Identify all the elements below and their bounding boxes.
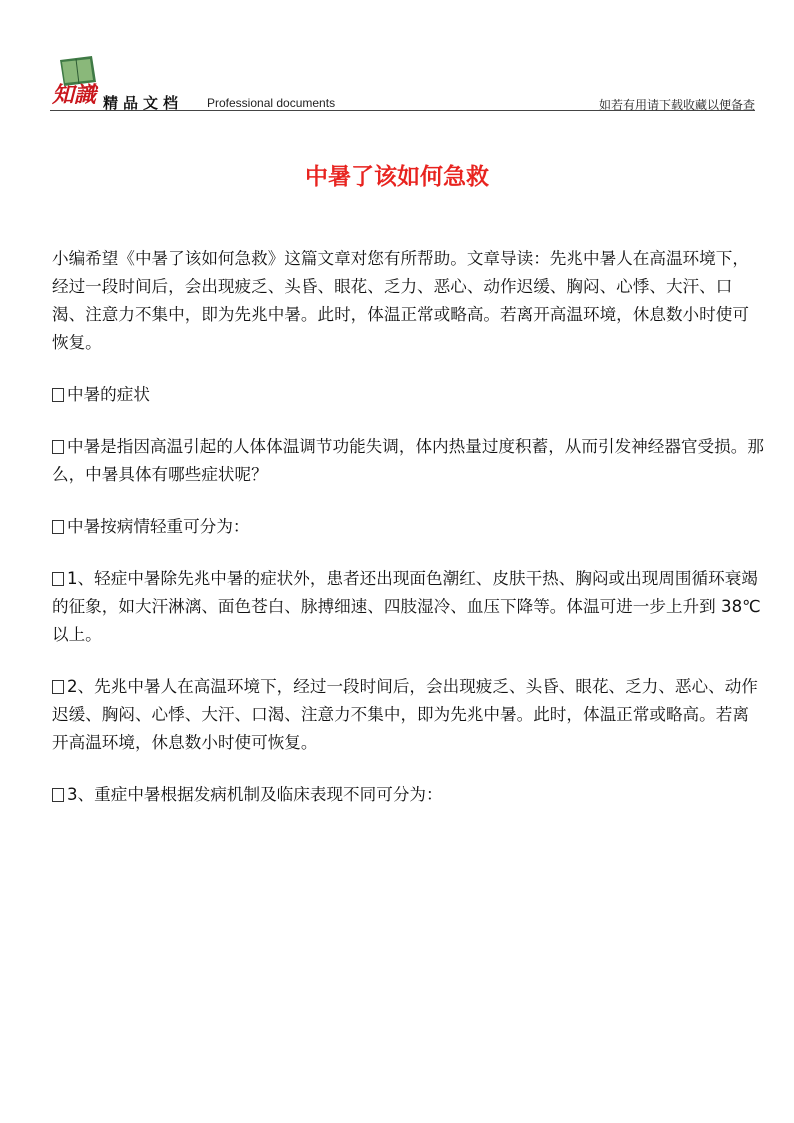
- paragraph-classification: 中暑按病情轻重可分为：: [52, 513, 764, 541]
- checkbox-glyph-icon: [52, 572, 64, 586]
- header-divider: [50, 110, 755, 111]
- brand-label: 精品文档: [103, 94, 184, 112]
- checkbox-glyph-icon: [52, 440, 64, 454]
- book-logo-icon: [50, 54, 102, 106]
- paragraph-severe: 3、重症中暑根据发病机制及临床表现不同可分为：: [52, 781, 764, 809]
- paragraph-mild: 1、轻症中暑除先兆中暑的症状外，患者还出现面色潮红、皮肤干热、胸闷或出现周围循环衰竭的征象，如大汗淋漓、面色苍白、脉搏细速、四肢湿冷、血压下降等。体温可进一步上升到 38℃以上。: [52, 569, 761, 644]
- checkbox-glyph-icon: [52, 788, 64, 802]
- paragraph-definition: 中暑是指因高温引起的人体体温调节功能失调，体内热量过度积蓄，从而引发神经器官受损。那么，中暑具体有哪些症状呢？: [52, 437, 764, 484]
- checkbox-glyph-icon: [52, 680, 64, 694]
- document-body: [52, 245, 764, 833]
- checkbox-glyph-icon: [52, 520, 64, 534]
- logo-text: 知識: [52, 82, 97, 106]
- section-heading-symptoms: 中暑的症状: [52, 381, 764, 409]
- document-title: 中暑了该如何急救: [305, 164, 489, 190]
- paragraph-precursor: 2、先兆中暑人在高温环境下，经过一段时间后，会出现疲乏、头昏、眼花、乏力、恶心、动作迟缓、胸闷、心悸、大汗、口渴、注意力不集中，即为先兆中暑。此时，体温正常或略高。若离开高温环境，休息数小时使可恢复。: [52, 677, 758, 752]
- brand-english-label: Professional documents: [207, 96, 336, 110]
- header-note: 如若有用请下载收藏以便备查: [598, 98, 755, 112]
- intro-paragraph: 小编希望《中暑了该如何急救》这篇文章对您有所帮助。文章导读：先兆中暑人在高温环境下，经过一段时间后，会出现疲乏、头昏、眼花、乏力、恶心、动作迟缓、胸闷、心悸、大汗、口渴、注意力不集中，即为先兆中暑。此时，体温正常或略高。若离开高温环境，休息数小时使可恢复。: [52, 249, 749, 352]
- page-header: [50, 54, 755, 110]
- checkbox-glyph-icon: [52, 388, 64, 402]
